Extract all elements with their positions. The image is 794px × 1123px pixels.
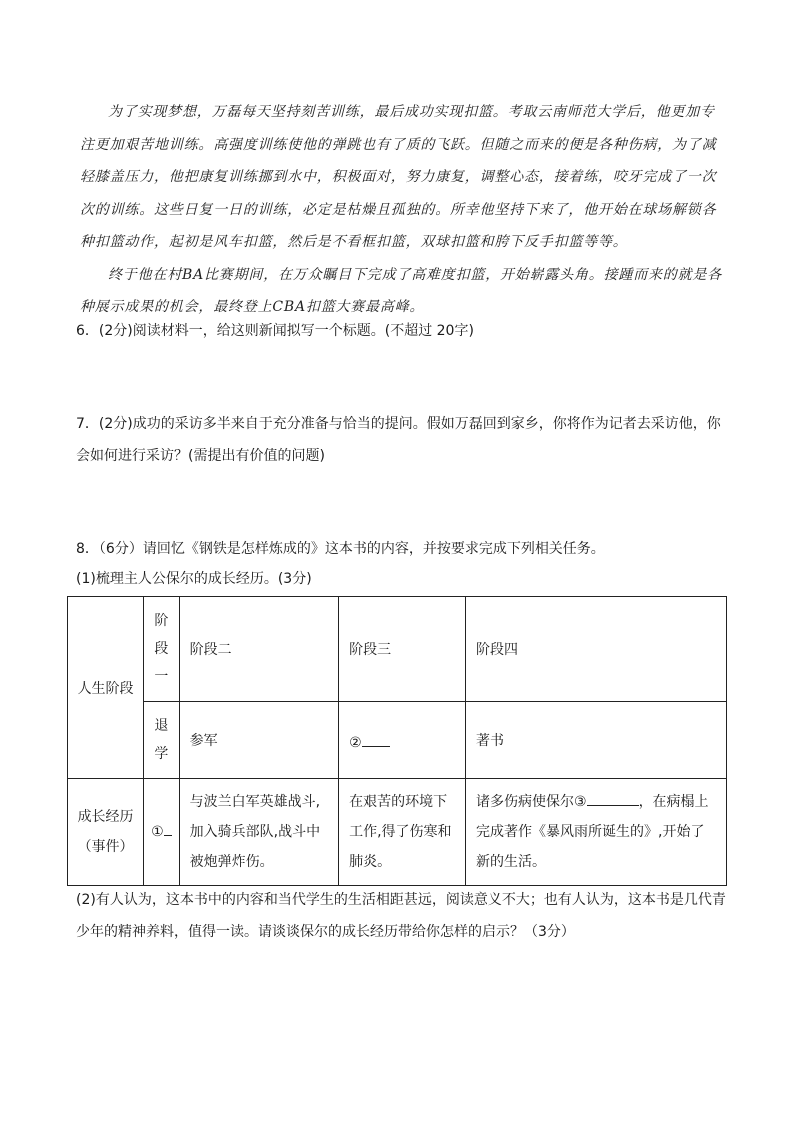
stage-3-label: 阶段三 <box>339 597 466 702</box>
event-3-marker: ② <box>349 734 362 751</box>
answer-blank-3[interactable] <box>587 789 639 806</box>
table-row <box>68 702 727 779</box>
stage-2-label: 阶段二 <box>179 597 338 702</box>
exp-4-cell[interactable] <box>466 779 727 886</box>
row-label-stage: 人生阶段 <box>68 597 144 779</box>
event-3-cell[interactable] <box>339 702 466 779</box>
event-2-label: 参军 <box>179 702 338 779</box>
passage-paragraph-1: 为了实现梦想，万磊每天坚持刻苦训练，最后成功实现扣篮。考取云南师范大学后，他更加专注更加艰苦地训练。高强度训练使他的弹跳也有了质的飞跃。但随之而来的便是各种伤病，为了减轻膝盖压力，他把康复训练挪到水中，积极面对，努力康复，调整心态，接着练，咬牙完成了一次次的训练。这些日复一日的训练，必定是枯燥且孤独的。所幸他坚持下来了，他开始在球场解锁各种扣篮动作，起初是风车扣篮，然后是不看框扣篮，双球扣篮和胯下反手扣篮等等。 <box>80 104 717 250</box>
table-row <box>68 779 727 886</box>
row-label-experience: 成长经历（事件） <box>68 779 144 886</box>
exp-2-text: 与波兰白军英雄战斗,加入骑兵部队,战斗中被炮弹炸伤。 <box>179 779 338 886</box>
answer-blank-1[interactable] <box>164 819 172 836</box>
question-7: 7．(2分)成功的采访多半来自于充分准备与恰当的提问。假如万磊回到家乡，你将作为记者去采访他，你会如何进行采访？(需提出有价值的问题) <box>76 416 721 464</box>
event-1-cell <box>144 702 180 779</box>
event-1-label: 退学 <box>154 718 169 762</box>
stage-1-cell <box>144 597 180 702</box>
exp-4-suffix: ，在病榻上完成著作《暴风雨所诞生的》,开始了新的生活。 <box>476 794 709 870</box>
question-8-part-1: (1)梳理主人公保尔的成长经历。(3分) <box>76 571 312 587</box>
exp-1-cell[interactable] <box>144 779 180 886</box>
reading-passage <box>80 96 722 324</box>
exp-1-marker: ① <box>151 824 164 840</box>
event-4-label: 著书 <box>466 702 727 779</box>
question-8: 8．（6分）请回忆《钢铁是怎样炼成的》这本书的内容，并按要求完成下列相关任务。 <box>76 541 605 557</box>
answer-blank-2[interactable] <box>362 730 390 747</box>
stage-1-label: 阶段一 <box>154 613 169 685</box>
question-6: 6．(2分)阅读材料一，给这则新闻拟写一个标题。(不超过 20字) <box>76 323 474 339</box>
stage-4-label: 阶段四 <box>466 597 727 702</box>
growth-table <box>67 596 727 886</box>
table-row <box>68 597 727 702</box>
exp-4-prefix: 诸多伤病使保尔③ <box>476 794 587 810</box>
question-8-part-2: (2)有人认为，这本书中的内容和当代学生的生活相距甚远，阅读意义不大；也有人认为，这本书是几代青少年的精神养料，值得一读。请谈谈保尔的成长经历带给你怎样的启示？（3分） <box>76 892 726 940</box>
exp-3-text: 在艰苦的环境下工作,得了伤寒和肺炎。 <box>339 779 466 886</box>
passage-paragraph-2: 终于他在村BA比赛期间，在万众瞩目下完成了高难度扣篮，开始崭露头角。接踵而来的就是各种展示成果的机会，最终登上CBA扣篮大赛最高峰。 <box>80 266 722 315</box>
